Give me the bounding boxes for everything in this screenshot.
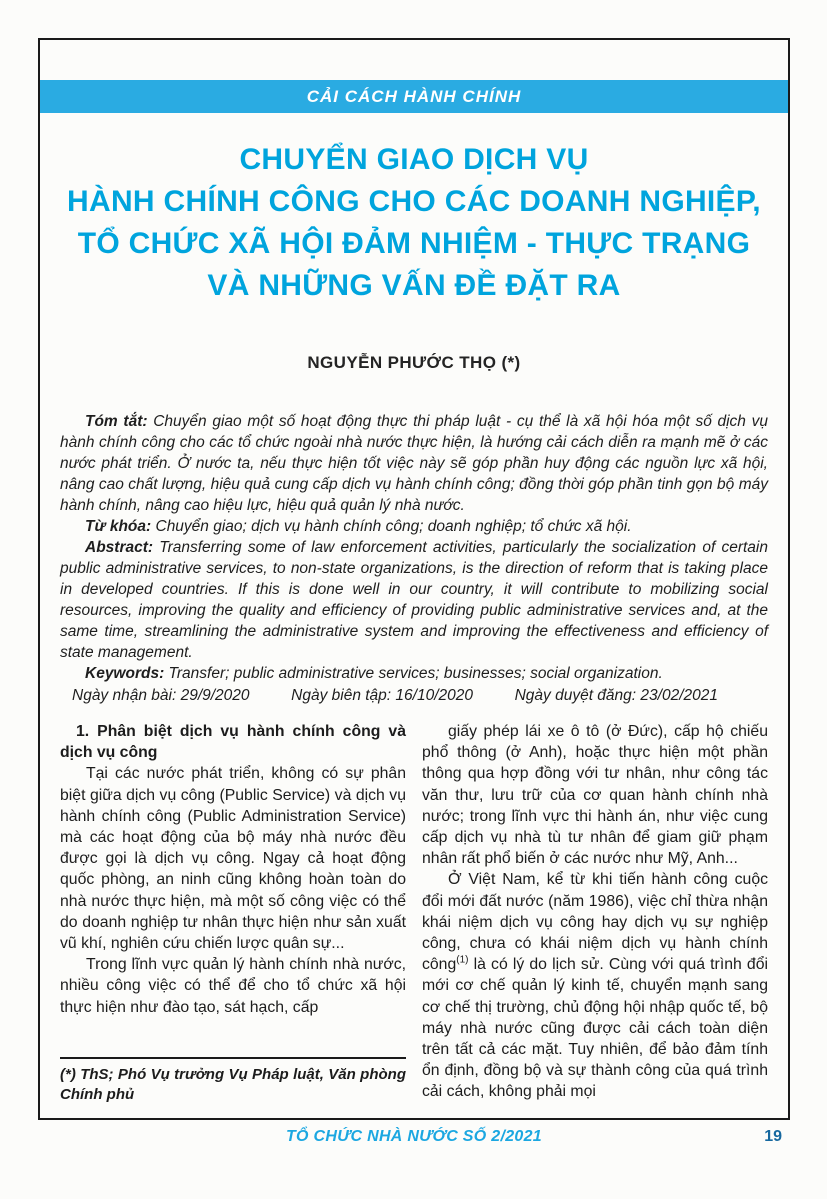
left-paragraph-2: Trong lĩnh vực quản lý hành chính nhà nước, nhiều công việc có thể để cho tổ chức xã hội thực hiện như đào tạo, sát hạch, cấp: [60, 956, 406, 1016]
section-banner: [40, 80, 788, 113]
keywords-english-label: Keywords:: [85, 665, 165, 682]
footnote-reference-1: (1): [456, 954, 469, 966]
author-name: NGUYỄN PHƯỚC THỌ (*): [307, 353, 521, 372]
section-banner-label: CẢI CÁCH HÀNH CHÍNH: [306, 86, 522, 106]
abstract-english: [60, 537, 768, 663]
right-paragraph-2-continued: là có lý do lịch sử. Cùng với quá trình đổi mới cơ chế quản lý kinh tế, chuyển mạnh sang cơ chế thị trường, chủ động hội nhập quốc tế, bộ máy nhà nước cũng được cải cách toàn diện trên tất cả các mặt. Tuy nhiên, để bảo đảm tính ổn định, đồng bộ và sự thành công của quá trình cải cách, không phải mọi: [422, 956, 768, 1101]
article-dates: [60, 685, 768, 706]
abstract-block: [60, 411, 768, 706]
right-column: [422, 721, 768, 1105]
keywords-vietnamese: [60, 516, 768, 537]
abstract-english-label: Abstract:: [85, 539, 154, 556]
article-title-line-4: VÀ NHỮNG VẤN ĐỀ ĐẶT RA: [207, 269, 621, 302]
journal-name: TỔ CHỨC NHÀ NƯỚC SỐ 2/2021: [285, 1128, 542, 1145]
left-paragraph-1: Tại các nước phát triển, không có sự phân biệt giữa dịch vụ công (Public Service) và dịch vụ hành chính công (Public Administration Service) mà các hoạt động của bộ máy nhà nước đều được gọi là dịch vụ công. Ngay cả hoạt động quốc phòng, an ninh cũng không hoàn toàn do nhà nước thực hiện, mà một số công việc có thể do doanh nghiệp tư nhân thực hiện như sản xuất vũ khí, nghiên cứu chiến lược quân sự...: [60, 765, 406, 953]
article-title: [40, 139, 788, 307]
article-title-line-3: TỔ CHỨC XÃ HỘI ĐẢM NHIỆM - THỰC TRẠNG: [77, 227, 751, 260]
article-title-line-2: HÀNH CHÍNH CÔNG CHO CÁC DOANH NGHIỆP,: [67, 185, 761, 218]
date-approved: Ngày duyệt đăng: 23/02/2021: [514, 687, 718, 704]
abstract-vietnamese-label: Tóm tắt:: [85, 413, 148, 430]
page-frame: [38, 38, 790, 1120]
section-heading-1: 1. Phân biệt dịch vụ hành chính công và dịch vụ công: [60, 723, 406, 762]
keywords-vietnamese-label: Từ khóa:: [85, 518, 152, 535]
left-column: [60, 721, 406, 1105]
date-received: Ngày nhận bài: 29/9/2020: [72, 687, 250, 704]
date-edited: Ngày biên tập: 16/10/2020: [291, 687, 473, 704]
abstract-vietnamese-text: Chuyển giao một số hoạt động thực thi pháp luật - cụ thể là xã hội hóa một số dịch vụ hành chính công cho các tổ chức ngoài nhà nước thực hiện, là hướng cải cách diễn ra mạnh mẽ ở các nước phát triển. Ở nước ta, nếu thực hiện tốt việc này sẽ góp phần huy động các nguồn lực xã hội, nâng cao chất lượng, hiệu quả cung cấp dịch vụ hành chính công; đồng thời góp phần tinh gọn bộ máy hành chính, nâng cao hiệu lực, hiệu quả quản lý nhà nước.: [60, 413, 768, 514]
right-paragraph-2: [422, 869, 768, 1102]
page-number: 19: [764, 1128, 782, 1145]
keywords-vietnamese-text: Chuyển giao; dịch vụ hành chính công; doanh nghiệp; tổ chức xã hội.: [151, 518, 632, 535]
author-footnote: (*) ThS; Phó Vụ trưởng Vụ Pháp luật, Văn phòng Chính phủ: [60, 1057, 406, 1105]
right-paragraph-2-text: Ở Việt Nam, kể từ khi tiến hành công cuộc đổi mới đất nước (năm 1986), việc chỉ thừa nhận khái niệm dịch vụ công hay dịch vụ sự nghiệp công, chưa có khái niệm dịch vụ hành chính công: [422, 871, 768, 974]
keywords-english: [60, 663, 768, 684]
body-columns: [60, 721, 768, 1105]
abstract-english-text: Transferring some of law enforcement activities, particularly the socialization of certain public administrative services, to non-state organizations, is the direction of reform that is taking place in developed countries. If this is done well in our country, it will contribute to mobilizing social resources, improving the quality and efficiency of providing public administrative services and, at the same time, streamlining the administrative system and improving the effectiveness and efficiency of state management.: [60, 539, 768, 661]
abstract-vietnamese: [60, 411, 768, 516]
right-paragraph-1: giấy phép lái xe ô tô (ở Đức), cấp hộ chiếu phổ thông (ở Anh), hoặc thực hiện một phần thông qua hợp đồng với tư nhân, như công tác văn thư, lưu trữ của cơ quan hành chính nhà nước; trong lĩnh vực thi hành án, như việc cung cấp dịch vụ nhà tù tư nhân để giam giữ phạm nhân rất phổ biến ở các nước như Mỹ, Anh...: [422, 723, 768, 868]
article-title-line-1: CHUYỂN GIAO DỊCH VỤ: [239, 143, 589, 176]
keywords-english-text: Transfer; public administrative services; businesses; social organization.: [164, 665, 663, 682]
page-footer: [38, 1128, 790, 1150]
